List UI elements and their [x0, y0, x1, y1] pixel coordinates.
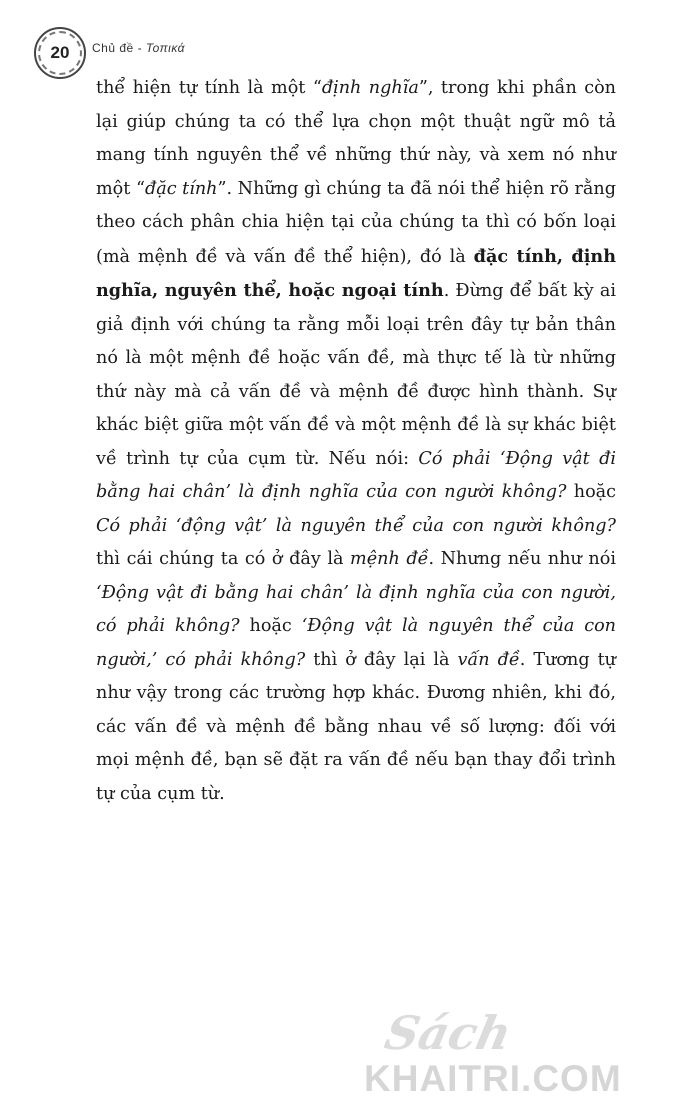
section-subtitle: - Τοπικά — [137, 41, 186, 55]
text-run: . Nhưng nếu như nói — [428, 549, 616, 569]
text-run-italic: vấn đề — [457, 649, 520, 670]
text-run: . Tương tự như vậy trong các trường hợp khác. Đương nhiên, khi đó, các vấn đề và mệnh đề bằng nhau về số lượng: đối với mọi mệnh đề, bạn sẽ đặt ra vấn đề nếu bạn thay đổi trình tự của cụm từ. — [96, 649, 617, 804]
text-run-italic: mệnh đề — [350, 549, 429, 569]
body-paragraph — [96, 72, 616, 811]
watermark-logo — [364, 1006, 684, 1111]
text-run: . Đừng để bất kỳ ai giả định với chúng ta rằng mỗi loại trên đây tự bản thân nó là một mệnh đề hoặc vấn đề, mà thực tế là từ những thứ này mà cả vấn đề và mệnh đề được hình thành. Sự khác biệt giữa một vấn đề và một mệnh đề là sự khác biệt về trình tự của cụm từ. Nếu nói: — [96, 281, 616, 469]
watermark-brand: KHAITRI.COM — [364, 1058, 622, 1099]
text-run-italic: Có phải ‘động vật’ là nguyên thể của con người không? — [96, 515, 616, 536]
text-run-italic: Có phải ‘Động vật đi bằng hai chân’ là định nghĩa của con người không? — [96, 448, 616, 502]
section-title: Chủ đề — [92, 41, 134, 55]
text-run-bold: đặc tính, định nghĩa, nguyên thể, hoặc ngoại tính — [96, 245, 616, 301]
text-run-italic: ‘Động vật là nguyên thể của con người,’ có phải không? — [96, 616, 617, 670]
text-run: hoặc — [566, 482, 616, 502]
text-run: thì cái chúng ta có ở đây là — [96, 549, 351, 569]
text-run: thể hiện tự tính là một “ — [96, 78, 322, 98]
text-run: ”, trong khi phần còn lại giúp chúng ta có thể lựa chọn một thuật ngữ mô tả mang tính nguyên thể về những thứ này, và xem nó như một “ — [96, 78, 616, 199]
text-run: ”. Những gì chúng ta đã nói thể hiện rõ rằng theo cách phân chia hiện tại của chúng ta thì có bốn loại (mà mệnh đề và vấn đề thể hiện), đó là — [96, 178, 616, 267]
watermark-script: Sách — [380, 1006, 517, 1060]
running-header — [92, 41, 185, 55]
text-run: thì ở đây lại là — [305, 649, 458, 670]
page-number: 20 — [38, 31, 82, 75]
page-number-badge — [34, 27, 86, 79]
text-run-italic: ‘Động vật đi bằng hai chân’ là định nghĩa của con người, có phải không? — [96, 582, 616, 636]
text-run-italic: đặc tính — [144, 178, 218, 199]
text-run: hoặc — [239, 616, 302, 636]
text-run-italic: định nghĩa — [321, 78, 419, 98]
